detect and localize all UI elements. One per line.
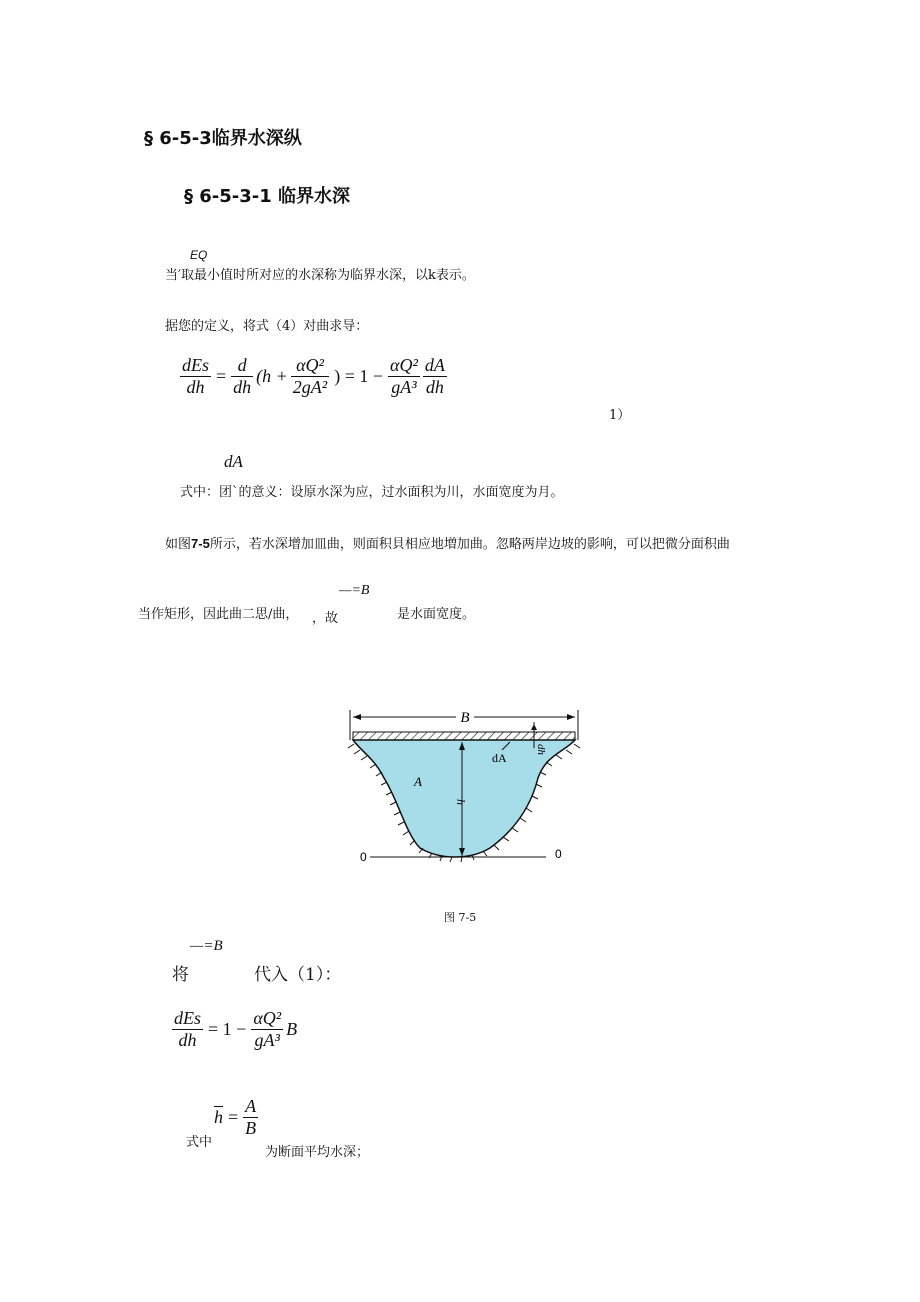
- paragraph-figure-reference: [165, 533, 730, 552]
- paragraph-notation: 式中：团`的意义：设原水深为应，过水面积为川，水面宽度为月。: [180, 485, 564, 500]
- eq1-lhs-den: dh: [186, 376, 205, 397]
- para4-rest: 所示，若水深增加皿曲，则面积貝相应地増加曲。忽略两岸边坡的影响，可以把微分面积曲: [209, 537, 730, 552]
- eq1-g-den: gA³: [391, 376, 417, 397]
- eq1-d-num: d: [231, 355, 253, 377]
- label-0-left: 0: [360, 850, 367, 864]
- eq3-tail: 为断面平均水深；: [265, 1145, 370, 1160]
- eq2-lhs-num: dEs: [174, 1008, 201, 1028]
- figure-ref-link: 7-5: [191, 536, 210, 551]
- label-h: h: [454, 799, 468, 805]
- label-B: B: [460, 710, 470, 726]
- para5-comma: ，: [312, 611, 326, 626]
- eq2-lhs-den: dh: [178, 1029, 197, 1050]
- eq3-num: A: [245, 1096, 257, 1116]
- label-dh: dh: [535, 744, 547, 755]
- equation-3: [214, 1096, 258, 1139]
- paragraph-critical-depth-definition: 当′取最小值时所对应的水深称为临界水深，以k表示。: [165, 268, 475, 283]
- eq-superscript-dA: dA: [224, 452, 243, 471]
- figure-caption: 图 7-5: [444, 911, 477, 924]
- eq1-h-num: dA: [424, 355, 445, 375]
- eq1-f-num: αQ²: [291, 355, 329, 377]
- eq1-f-den: 2gA²: [292, 376, 328, 397]
- eq1-d-den: dh: [233, 376, 252, 397]
- eq3-den: B: [245, 1117, 257, 1138]
- paragraph-rectangle-approx: 当作矩形，因此曲二思/曲，: [138, 607, 299, 622]
- label-dA: dA: [492, 751, 507, 765]
- width-arrow-right: [567, 714, 575, 720]
- label-A: A: [414, 774, 422, 789]
- eq2-tail: B: [286, 1019, 298, 1040]
- equation-1: [180, 355, 447, 398]
- eq-superscript-label: EQ: [190, 248, 208, 262]
- para5-superscript: —=B: [339, 583, 370, 598]
- para5-tail: 是水面宽度。: [397, 607, 476, 622]
- eq3-lead: 式中: [186, 1135, 213, 1150]
- para4-lead: 如图: [165, 537, 192, 552]
- eq3-equals: =: [228, 1107, 239, 1128]
- eq3-hbar: $\overline{h}$: [214, 1107, 223, 1128]
- surface-strip: [353, 732, 575, 740]
- subsection-heading: § 6-5-3-1 临界水深: [184, 186, 351, 207]
- equation-2: [172, 1008, 297, 1051]
- label-0-right: 0: [555, 847, 562, 861]
- paragraph-derivative-intro: 据您的定义，将式（4）对曲求导：: [165, 319, 369, 334]
- eq1-paren-open: (h +: [256, 366, 288, 387]
- eq1-lhs-num: dEs: [182, 355, 209, 375]
- eq1-paren-close: ) = 1 −: [334, 366, 383, 387]
- eq2-f-num: αQ²: [253, 1008, 282, 1028]
- para6-jiang: 将: [172, 965, 189, 985]
- para5-gu: 故: [325, 611, 339, 626]
- eq2-rhs: = 1 −: [208, 1019, 247, 1040]
- eq1-g-num: αQ²: [390, 355, 418, 375]
- para6-superscript: —=B: [190, 938, 223, 954]
- eq1-equals: =: [216, 366, 227, 387]
- figure-channel-cross-section: [340, 700, 590, 870]
- equation-1-number: 1）: [609, 408, 631, 423]
- para6-rest: 代入（1）：: [254, 965, 342, 985]
- eq1-h-den: dh: [425, 376, 444, 397]
- eq2-f-den: gA³: [254, 1029, 280, 1050]
- section-heading: § 6-5-3临界水深纵: [144, 128, 302, 149]
- width-arrow-left: [353, 714, 361, 720]
